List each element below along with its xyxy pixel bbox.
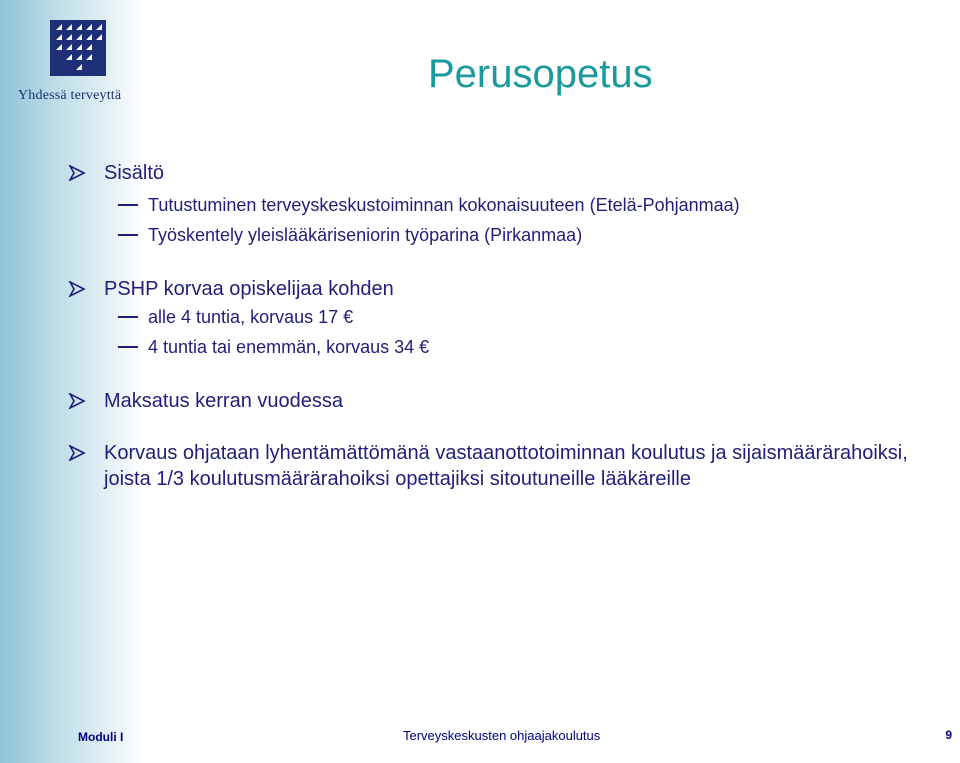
footer-title: Terveyskeskusten ohjaajakoulutus <box>403 728 601 743</box>
arrow-bullet-icon <box>68 445 86 461</box>
bullet-text: Maksatus kerran vuodessa <box>104 390 344 412</box>
arrow-bullet-icon <box>68 281 86 297</box>
page-number: 9 <box>945 728 952 742</box>
bullet-text: Korvaus ohjataan lyhentämättömänä vastaanottotoiminnan koulutus ja sijaismäärärahoiksi, joista 1/3 koulutusmäärärahoiksi opettajiksi sitoutuneille lääkäreille <box>104 442 908 490</box>
dash-bullet-icon <box>118 346 138 348</box>
sub-text: alle 4 tuntia, korvaus 17 € <box>148 307 354 327</box>
bullet-item <box>68 160 948 186</box>
logo-text: Yhdessä terveyttä <box>18 88 122 103</box>
bullet-item <box>68 388 948 414</box>
sub-item <box>68 190 948 220</box>
dash-bullet-icon <box>118 204 138 206</box>
sub-text: Työskentely yleislääkäriseniorin työparina (Pirkanmaa) <box>148 225 583 245</box>
bullet-text: PSHP korvaa opiskelijaa kohden <box>104 278 394 300</box>
sub-text: 4 tuntia tai enemmän, korvaus 34 € <box>148 337 430 357</box>
sub-item <box>68 332 948 362</box>
sub-item <box>68 302 948 332</box>
logo-mark-icon <box>50 20 106 76</box>
arrow-bullet-icon <box>68 165 86 181</box>
sub-text: Tutustuminen terveyskeskustoiminnan kokonaisuuteen (Etelä-Pohjanmaa) <box>148 195 740 215</box>
footer-module: Moduli I <box>78 730 124 744</box>
sub-item <box>68 220 948 250</box>
dash-bullet-icon <box>118 316 138 318</box>
dash-bullet-icon <box>118 234 138 236</box>
bullet-text: Sisältö <box>104 162 165 184</box>
slide-content <box>68 160 948 492</box>
page-title: Perusopetus <box>428 52 653 96</box>
bullet-item <box>68 440 948 492</box>
bullet-item <box>68 276 948 302</box>
logo <box>18 20 136 110</box>
arrow-bullet-icon <box>68 393 86 409</box>
